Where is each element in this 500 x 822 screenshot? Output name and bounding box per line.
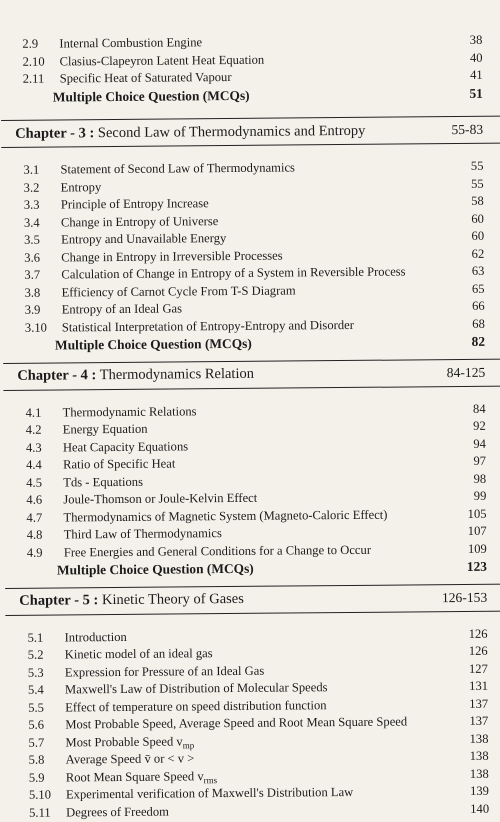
entry-title: Specific Heat of Saturated Vapour [59, 69, 232, 86]
entry-number: 5.10 [28, 787, 52, 802]
mcq-page: 123 [466, 558, 488, 574]
entry-page: 97 [473, 453, 487, 468]
entry-number: 5.8 [28, 752, 45, 767]
entry-title-text: Efficiency of Carnot Cycle From T-S Diagram [61, 282, 296, 299]
chapter-label: Chapter - 5 : [19, 592, 99, 609]
mcq-entry[interactable] [3, 333, 500, 355]
entry-page: 98 [473, 471, 487, 486]
mcq-title: Multiple Choice Question (MCQs) [54, 335, 252, 353]
entry-page: 138 [469, 766, 489, 781]
chapter-header[interactable] [5, 583, 500, 615]
entry-title-text: Third Law of Thermodynamics [63, 526, 222, 542]
entry-title-text: Effect of temperature on speed distribution function [65, 697, 327, 714]
chapter-pages: 126-153 [441, 589, 488, 605]
entry-title-text: Degrees of Freedom [66, 804, 169, 819]
entry-title-text: Thermodynamic Relations [62, 403, 197, 419]
entry-title-text: Most Probable Speed v [65, 733, 183, 749]
entry-title-text: Free Energies and General Conditions for a Change to Occur [63, 542, 372, 559]
entry-page: 127 [468, 661, 488, 676]
entry-number: 4.5 [26, 475, 43, 490]
entry-title-text: Ratio of Specific Heat [62, 456, 176, 472]
entry-title-text: Most Probable Speed, Average Speed and Root Mean Square Speed [65, 714, 408, 732]
entry-number: 4.7 [26, 510, 43, 525]
entry-page: 94 [473, 436, 486, 451]
entry-number: 4.3 [25, 440, 42, 455]
entry-title-text: Thermodynamics of Magnetic System (Magneto-Caloric Effect) [63, 507, 388, 524]
entry-number: 3.6 [24, 250, 41, 265]
entry-page: 38 [469, 32, 483, 47]
chapter-label: Chapter - 3 : [15, 124, 95, 142]
entry-page: 60 [471, 211, 484, 226]
entry-number: 5.5 [28, 700, 44, 715]
entry-number: 3.1 [23, 162, 40, 177]
entry-page: 138 [469, 748, 489, 763]
chapter-pages: 84-125 [446, 364, 486, 380]
entry-number: 5.4 [27, 682, 44, 697]
mcq-title: Multiple Choice Question (MCQs) [56, 560, 254, 578]
entry-page: 60 [471, 228, 485, 243]
entry-page: 126 [468, 643, 488, 658]
entry-title-text: Expression for Pressure of an Ideal Gas [64, 663, 265, 679]
entry-title: Clasius-Clapeyron Latent Heat Equation [59, 52, 265, 68]
mcq-title: Multiple Choice Question (MCQs) [52, 87, 250, 105]
entry-number: 4.1 [25, 405, 42, 420]
entry-title-text: Experimental verification of Maxwell's Distribution Law [65, 784, 354, 802]
entry-title-text: Statement of Second Law of Thermodynamics [60, 160, 295, 177]
entry-title-text: Entropy of an Ideal Gas [61, 301, 183, 317]
entry-number: 3.10 [24, 320, 47, 335]
entry-number: 5.9 [28, 770, 45, 785]
entry-page: 126 [468, 626, 488, 641]
entry-number: 2.9 [22, 36, 39, 51]
entry-number: 4.8 [26, 527, 43, 542]
entry-page: 58 [471, 193, 484, 208]
entry-page: 63 [471, 263, 485, 278]
entry-page: 65 [471, 281, 485, 296]
entry-number: 5.2 [27, 647, 44, 662]
entry-title-text: Introduction [64, 629, 127, 644]
entry-page: 131 [469, 678, 489, 693]
entry-title-text: Entropy [60, 179, 102, 194]
entry-page: 139 [469, 783, 489, 798]
entry-number: 3.4 [23, 215, 40, 230]
entry-number: 3.9 [24, 302, 41, 317]
entry-number: 2.11 [22, 71, 45, 86]
entry-page: 140 [470, 801, 490, 816]
mcq-entry[interactable] [5, 558, 500, 580]
entry-page: 55 [470, 158, 484, 173]
entry-number: 3.2 [23, 180, 40, 195]
entry-number: 4.9 [26, 545, 43, 560]
entry-title-text: Principle of Entropy Increase [60, 196, 209, 212]
entry-title [66, 801, 449, 822]
toc-entry[interactable] [7, 800, 500, 822]
entry-number: 4.6 [26, 492, 43, 507]
entry-title-text: Change in Entropy of Universe [60, 213, 219, 229]
chapter-title: Thermodynamics Relation [99, 365, 255, 384]
entry-title-subscript: rms [203, 774, 218, 785]
entry-number: 5.3 [27, 665, 44, 680]
entry-title-text: Maxwell's Law of Distribution of Molecular Speeds [64, 680, 328, 697]
chapter-title: Kinetic Theory of Gases [101, 590, 244, 609]
entry-number: 3.8 [24, 285, 41, 300]
entry-page: 92 [473, 418, 486, 433]
mcq-entry[interactable] [1, 84, 500, 106]
entry-number: 3.3 [23, 197, 40, 212]
chapter-pages: 55-83 [451, 121, 484, 138]
entry-number: 5.7 [28, 735, 45, 750]
entry-page: 84 [472, 401, 486, 416]
entry-title-subscript: mp [182, 739, 195, 750]
entry-title-text: Kinetic model of an ideal gas [64, 646, 213, 662]
entry-page: 41 [470, 67, 483, 82]
entry-title-text: Entropy and Unavailable Energy [61, 231, 227, 247]
mcq-page: 82 [471, 333, 486, 349]
entry-title-text: Joule-Thomson or Joule-Kelvin Effect [63, 490, 258, 507]
entry-page: 105 [467, 506, 487, 521]
entry-page: 109 [467, 541, 487, 556]
entry-page: 138 [469, 731, 489, 746]
chapter-header[interactable] [1, 116, 500, 148]
entry-number: 3.7 [24, 267, 41, 282]
entry-title-text: Statistical Interpretation of Entropy-Entropy and Disorder [61, 317, 354, 334]
entry-page: 68 [472, 316, 485, 331]
chapter-label: Chapter - 4 : [17, 367, 97, 384]
entry-title-text: Root Mean Square Speed v [65, 768, 204, 784]
entry-number: 4.4 [25, 457, 42, 472]
entry-page: 66 [472, 298, 485, 313]
entry-title-text: Tds - Equations [63, 474, 144, 489]
entry-title-text: Change in Entropy in Irreversible Processes [61, 248, 283, 264]
entry-number: 5.11 [29, 805, 51, 820]
entry-number: 3.5 [24, 232, 40, 247]
entry-page: 137 [469, 713, 489, 728]
mcq-page: 51 [469, 85, 483, 101]
entry-title: Internal Combustion Engine [59, 35, 203, 51]
entry-title-text: Energy Equation [62, 421, 148, 437]
entry-number: 4.2 [25, 422, 42, 437]
entry-title-text: Calculation of Change in Entropy of a System in Reversible Process [61, 264, 406, 282]
entry-title-text: Average Speed v̄ or < v > [65, 751, 195, 767]
entry-number: 5.6 [28, 717, 45, 732]
chapter-title: Second Law of Thermodynamics and Entropy [97, 122, 366, 141]
entry-title-text: Heat Capacity Equations [62, 438, 189, 454]
entry-number: 5.1 [27, 630, 44, 645]
entry-number: 2.10 [22, 54, 45, 69]
entry-page: 40 [469, 50, 483, 65]
entry-page: 62 [471, 246, 485, 261]
entry-page: 99 [473, 488, 487, 503]
entry-page: 55 [470, 176, 484, 191]
chapter-header[interactable] [3, 358, 500, 390]
entry-page: 137 [469, 696, 489, 711]
entry-page: 107 [467, 523, 487, 538]
